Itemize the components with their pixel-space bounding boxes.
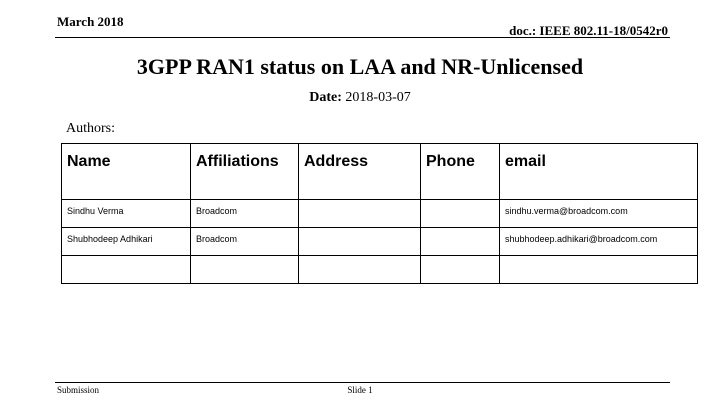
date-line	[0, 90, 720, 106]
table-row	[62, 200, 698, 228]
footer-slide-number: Slide 1	[347, 385, 373, 395]
date-value: 2018-03-07	[341, 90, 411, 105]
footer-divider	[55, 382, 670, 383]
authors-table	[61, 143, 698, 284]
date-label: Date:	[309, 90, 342, 105]
footer-submission: Submission	[57, 385, 100, 395]
cell-address	[299, 228, 421, 256]
table-row	[62, 228, 698, 256]
cell-affiliation	[191, 256, 299, 284]
cell-affiliation: Broadcom	[191, 200, 299, 228]
header-name: Name	[62, 144, 191, 200]
header-divider	[55, 37, 670, 38]
slide-title: 3GPP RAN1 status on LAA and NR-Unlicensed	[136, 54, 584, 79]
cell-email	[500, 256, 698, 284]
cell-name: Sindhu Verma	[62, 200, 191, 228]
cell-affiliation: Broadcom	[191, 228, 299, 256]
authors-label: Authors:	[66, 121, 115, 136]
header-email: email	[500, 144, 698, 200]
table-header-row	[62, 144, 698, 200]
header-phone: Phone	[421, 144, 500, 200]
header-doc-id: doc.: IEEE 802.11-18/0542r0	[509, 23, 668, 38]
cell-address	[299, 200, 421, 228]
header-affiliations: Affiliations	[191, 144, 299, 200]
cell-name	[62, 256, 191, 284]
cell-phone	[421, 228, 500, 256]
cell-phone	[421, 256, 500, 284]
cell-email: sindhu.verma@broadcom.com	[500, 200, 698, 228]
cell-name: Shubhodeep Adhikari	[62, 228, 191, 256]
header-address: Address	[299, 144, 421, 200]
cell-email: shubhodeep.adhikari@broadcom.com	[500, 228, 698, 256]
cell-phone	[421, 200, 500, 228]
table-row	[62, 256, 698, 284]
cell-address	[299, 256, 421, 284]
header-date: March 2018	[57, 14, 124, 29]
